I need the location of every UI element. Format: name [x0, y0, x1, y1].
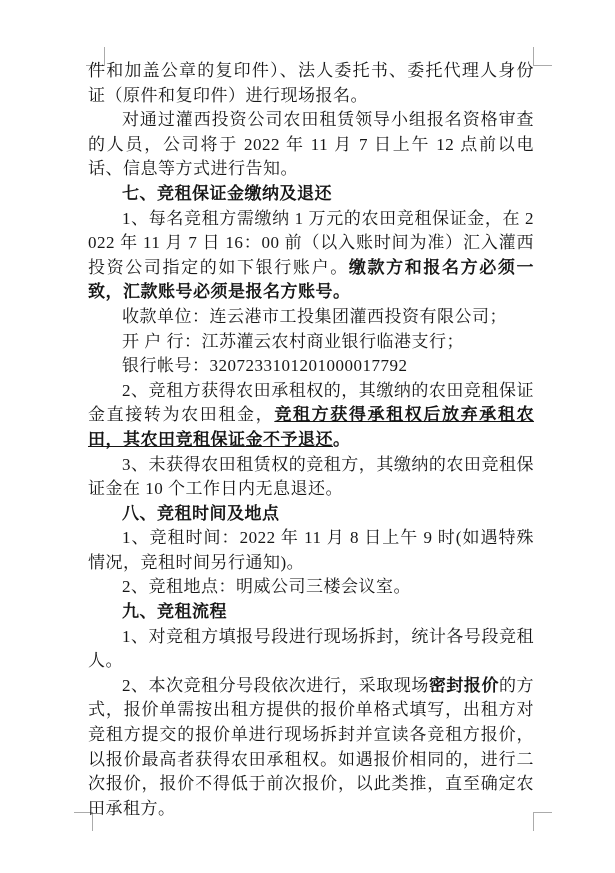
paragraph-refund [88, 453, 534, 502]
text-run: 开 户 行：江苏灌云农村商业银行临港支行； [122, 331, 464, 351]
heading-section-9 [88, 600, 534, 625]
paragraph-flow-step-1 [88, 625, 534, 674]
crop-mark-bottom-right [533, 812, 552, 831]
text-run: 2、本次竞租分号段依次进行，采取现场 [122, 675, 429, 695]
text-run: 2、竞租方获得农田承租权的，其缴纳的农田竞租保证金直接转为农田租金， [88, 380, 534, 425]
heading-text: 八、竞租时间及地点 [122, 503, 280, 523]
document-body [88, 59, 534, 821]
paragraph-flow-step-2 [88, 674, 534, 822]
heading-section-8 [88, 502, 534, 527]
text-run-bold: 。 [333, 429, 351, 449]
text-run: 3、未获得农田租赁权的竞租方，其缴纳的农田竞租保证金在 10 个工作日内无息退还。 [88, 454, 534, 499]
heading-text: 九、竞租流程 [122, 602, 227, 622]
paragraph-continuation [88, 59, 534, 108]
text-run-bold: 密封报价 [428, 675, 499, 695]
paragraph-deposit-payment [88, 207, 534, 305]
heading-text: 七、竞租保证金缴纳及退还 [122, 183, 332, 203]
text-run: 1、对竞租方填报号段进行现场拆封，统计各号段竞租人。 [88, 626, 534, 671]
text-run: 的方式，报价单需按出租方提供的报价单格式填写，出租方对竞租方提交的报价单进行现场拆封并宣读各竞租方报价，以报价最高者获得农田承租权。如遇报价相同的，进行二次报价，报价不得低于前次报价，以此类推，直至确定农田承租方。 [88, 675, 535, 818]
paragraph-bid-place [88, 575, 534, 600]
paragraph-notification [88, 108, 534, 182]
text-run: 对通过灌西投资公司农田租赁领导小组报名资格审查的人员，公司将于 2022 年 11 月 7 日上午 12 点前以电话、信息等方式进行告知。 [88, 110, 534, 179]
text-run: 收款单位：连云港市工投集团灌西投资有限公司； [122, 306, 507, 326]
paragraph-opening-bank [88, 330, 534, 355]
heading-section-7 [88, 182, 534, 207]
text-run: 银行帐号：3207233101201000017792 [122, 356, 408, 376]
paragraph-bid-time [88, 526, 534, 575]
paragraph-winner-deposit [88, 379, 534, 453]
text-run-bold-underline: 竞租方获得承租权后放弃承租农田，其农田竞租保证金不予退还 [88, 405, 535, 449]
text-run-bold: 缴款方和报名方必须一致，汇款账号必须是报名方账号。 [88, 257, 535, 302]
paragraph-bank-account-number [88, 354, 534, 379]
text-run: 1、竞租时间：2022 年 11 月 8 日上午 9 时(如遇特殊情况，竞租时间另行通知)。 [88, 528, 534, 572]
paragraph-payee-unit [88, 305, 534, 330]
crop-mark-top-right [533, 47, 552, 66]
text-run: 件和加盖公章的复印件）、法人委托书、委托代理人身份证（原件和复印件）进行现场报名。 [88, 61, 534, 105]
text-run: 2、竞租地点：明威公司三楼会议室。 [122, 577, 411, 597]
text-run: 1、每名竞租方需缴纳 1 万元的农田竞租保证金，在 2022 年 11 月 7 日 16：00 前（以入账时间为准）汇入灌西投资公司指定的如下银行账户。 [88, 208, 534, 277]
